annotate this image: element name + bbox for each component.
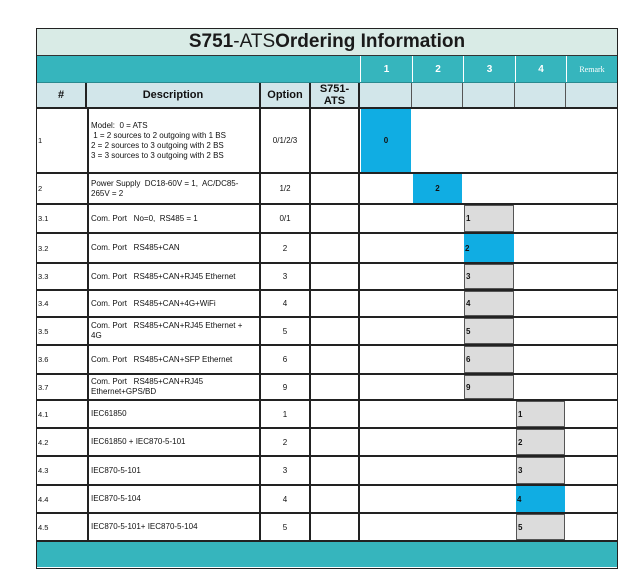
description-line: Com. Port RS485+CAN+4G+WiFi [91, 298, 216, 308]
row-description [87, 514, 261, 540]
row-description [87, 174, 261, 203]
position-4-header: 4 [515, 56, 566, 82]
row-description-text [91, 179, 238, 199]
row-description [87, 486, 261, 512]
code-cell: 3 [464, 264, 514, 289]
description-line: IEC870-5-101 [91, 465, 141, 475]
table-row [37, 514, 617, 542]
code-cell: 5 [464, 318, 514, 344]
position-3-header: 3 [463, 56, 515, 82]
description-line: Power Supply DC18-60V = 1, AC/DC85- [91, 178, 239, 188]
table-row [37, 318, 617, 346]
position-4-subheader [515, 83, 566, 107]
row-description-text [91, 272, 236, 282]
row-model-cell [311, 457, 360, 484]
row-description [87, 291, 261, 316]
row-description-text [91, 243, 180, 253]
description-line: 4G [91, 331, 102, 340]
table-row [37, 291, 617, 318]
row-description-text [91, 299, 216, 309]
row-number: 4.5 [38, 522, 49, 532]
row-description [87, 264, 261, 289]
row-number: 4.4 [38, 494, 49, 504]
row-description-text [91, 121, 226, 161]
table-row [37, 375, 617, 401]
column-header-row [37, 83, 617, 109]
title-model-suffix: -ATS [233, 31, 276, 52]
row-model-cell [311, 264, 360, 289]
model-header-line1: S751- [319, 83, 350, 95]
row-number: 3.1 [38, 214, 49, 223]
description-line: Com. Port RS485+CAN+RJ45 [91, 377, 204, 386]
row-option: 2 [261, 234, 311, 262]
row-description [87, 318, 261, 344]
row-description-text [91, 355, 232, 365]
description-line: IEC870-5-101+ IEC870-5-104 [91, 522, 198, 531]
code-cell: 6 [464, 346, 514, 373]
position-2-subheader [412, 83, 463, 107]
table-row [37, 486, 617, 514]
table-row [37, 109, 617, 174]
row-option: 5 [261, 514, 311, 540]
row-number: 3.4 [38, 299, 49, 308]
position-header-row [37, 56, 617, 83]
row-number: 3.2 [38, 243, 49, 253]
row-description [87, 234, 261, 262]
row-description-text [91, 409, 127, 419]
row-option: 0/1 [261, 205, 311, 232]
model-header [311, 83, 360, 107]
code-cell: 1 [516, 401, 565, 427]
row-description-text [91, 321, 242, 341]
row-option: 1 [261, 401, 311, 427]
row-number: 4.1 [38, 409, 49, 419]
row-model-cell [311, 486, 360, 512]
row-option: 0/1/2/3 [261, 109, 311, 172]
row-model-cell [311, 429, 360, 455]
option-header: Option [261, 83, 311, 107]
row-description [87, 109, 261, 172]
row-model-cell [311, 109, 360, 172]
code-cell: 4 [464, 291, 514, 316]
row-option: 3 [261, 457, 311, 484]
code-cell: 9 [464, 375, 514, 399]
row-option: 1/2 [261, 174, 311, 203]
description-line: Ethernet+GPS/BD [91, 387, 157, 396]
row-number: 3.6 [38, 355, 49, 364]
model-header-line2: ATS [323, 95, 346, 107]
row-model-cell [311, 375, 360, 399]
row-number: 3.5 [38, 326, 49, 336]
row-option: 2 [261, 429, 311, 455]
ordering-table [36, 28, 618, 569]
row-number: 2 [38, 184, 43, 193]
position-3-subheader [463, 83, 515, 107]
row-number: 4.2 [38, 437, 49, 447]
row-model-cell [311, 514, 360, 540]
code-cell: 1 [464, 205, 514, 232]
row-model-cell [311, 174, 360, 203]
description-line: IEC61850 [91, 409, 127, 418]
row-description [87, 205, 261, 232]
code-cell: 3 [516, 457, 565, 484]
code-cell: 2 [516, 429, 565, 455]
row-number: 4.3 [38, 466, 49, 475]
description-line: 3 = 3 sources to 3 outgoing with 2 BS [91, 150, 224, 160]
selected-code-cell: 0 [361, 109, 411, 172]
row-model-cell [311, 205, 360, 232]
description-line: 2 = 2 sources to 3 outgoing with 2 BS [91, 140, 224, 150]
row-number: 3.3 [38, 272, 49, 281]
row-description-text [91, 494, 141, 504]
footer-bar [37, 542, 617, 567]
selected-code-cell: 2 [413, 174, 462, 203]
num-header: # [37, 83, 87, 107]
table-row [37, 264, 617, 291]
position-2-header: 2 [412, 56, 463, 82]
row-number: 3.7 [38, 382, 49, 392]
description-line: Com. Port No=0, RS485 = 1 [91, 213, 198, 223]
row-description-text [91, 466, 141, 476]
table-row [37, 205, 617, 234]
row-model-cell [311, 318, 360, 344]
row-description-text [91, 377, 203, 397]
position-1-header: 1 [360, 56, 412, 82]
row-option: 3 [261, 264, 311, 289]
table-row [37, 401, 617, 429]
title-row [37, 29, 617, 56]
table-row [37, 429, 617, 457]
description-line: Com. Port RS485+CAN+SFP Ethernet [91, 354, 233, 364]
row-option: 4 [261, 291, 311, 316]
selected-code-cell: 4 [516, 486, 565, 512]
row-description [87, 346, 261, 373]
remark-subheader [566, 83, 617, 107]
title-rest: Ordering Information [275, 31, 466, 52]
row-option: 4 [261, 486, 311, 512]
description-line: Com. Port RS485+CAN+RJ45 Ethernet + [91, 321, 243, 330]
row-option: 5 [261, 318, 311, 344]
row-description-text [91, 437, 186, 447]
row-description-text [91, 214, 198, 224]
description-line: IEC61850 + IEC870-5-101 [91, 437, 186, 446]
row-option: 9 [261, 375, 311, 399]
row-model-cell [311, 234, 360, 262]
description-line: IEC870-5-104 [91, 494, 141, 503]
table-row [37, 346, 617, 375]
selected-code-cell: 2 [464, 234, 514, 262]
row-model-cell [311, 346, 360, 373]
description-header: Description [87, 83, 261, 107]
code-cell: 5 [516, 514, 565, 540]
row-model-cell [311, 401, 360, 427]
row-description [87, 429, 261, 455]
description-line: Com. Port RS485+CAN [91, 243, 180, 252]
description-line: 265V = 2 [91, 188, 124, 198]
row-description-text [91, 522, 198, 532]
table-row [37, 234, 617, 264]
description-line: 1 = 2 sources to 2 outgoing with 1 BS [91, 130, 226, 140]
description-line: Model: 0 = ATS [91, 120, 148, 130]
row-option: 6 [261, 346, 311, 373]
description-line: Com. Port RS485+CAN+RJ45 Ethernet [91, 271, 236, 281]
row-description [87, 401, 261, 427]
position-1-subheader [360, 83, 412, 107]
row-number: 1 [38, 136, 43, 145]
page-title [37, 29, 617, 55]
title-model: S751 [188, 31, 234, 52]
row-model-cell [311, 291, 360, 316]
row-description [87, 375, 261, 399]
table-row [37, 174, 617, 205]
remark-header: Remark [566, 56, 617, 82]
row-description [87, 457, 261, 484]
table-row [37, 457, 617, 486]
